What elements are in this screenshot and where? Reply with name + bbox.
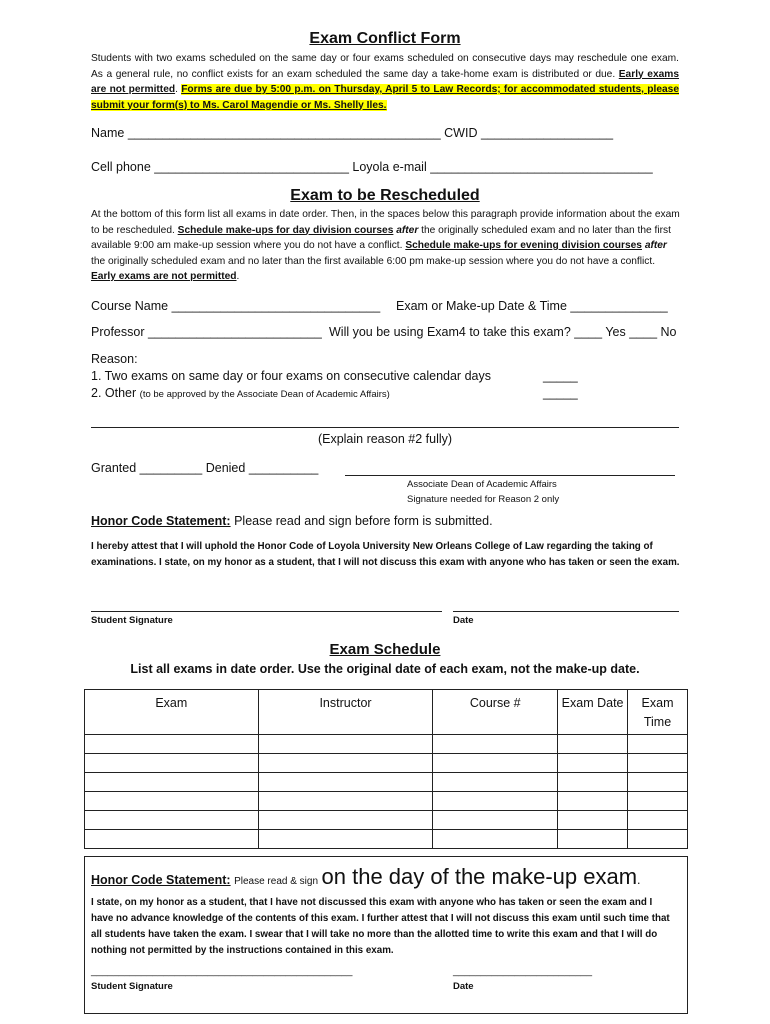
name-field[interactable]: _____________________________________________ [127, 126, 441, 140]
email-field[interactable]: ________________________________ [430, 160, 653, 174]
exam4-yes-field[interactable]: ____ [574, 325, 603, 339]
denied-field[interactable]: __________ [248, 461, 319, 475]
student-signature-label-1: Student Signature [91, 615, 173, 626]
intro-early-notice: Early exams are not permitted [91, 68, 679, 95]
col-instructor: Instructor [258, 690, 433, 735]
reschedule-p2: the originally scheduled exam and no later than the first available 9:00 am make-up session where you do not have a conflict. [91, 224, 671, 251]
cell[interactable] [628, 811, 688, 830]
cell[interactable] [628, 735, 688, 754]
cell[interactable] [628, 792, 688, 811]
cell[interactable] [85, 773, 259, 792]
table-row [85, 735, 688, 754]
cell[interactable] [85, 830, 259, 849]
cwid-label: CWID [444, 126, 478, 140]
reschedule-p1: At the bottom of this form list all exams in date order. Then, in the spaces below this paragraph provide information about the exam to be rescheduled. [91, 209, 680, 236]
reason-1-field[interactable]: _____ [543, 369, 578, 383]
intro-text: Students with two exams scheduled on the same day or four exams scheduled on consecutive days may reschedule one exam. As a general rule, no conflict exists for an exam scheduled the same day a take-home exam is distributed or due. [91, 53, 679, 80]
granted-field[interactable]: _________ [139, 461, 203, 475]
cell[interactable] [433, 830, 558, 849]
cell[interactable] [433, 754, 558, 773]
student-signature-line-1[interactable] [91, 611, 442, 612]
professor-label: Professor [91, 325, 145, 339]
exam4-no-label: No [660, 325, 677, 339]
exam4-yes-label: Yes [605, 325, 626, 339]
dean-caption-2: Signature needed for Reason 2 only [407, 494, 560, 505]
cell[interactable] [433, 811, 558, 830]
col-course-number: Course # [433, 690, 558, 735]
honor-code-2-emphasis: on the day of the make-up exam [321, 864, 638, 889]
honor-code-2-instruction: Please read & sign [234, 876, 319, 887]
table-row [85, 792, 688, 811]
exam-date-row [396, 299, 668, 313]
honor-code-2-heading [91, 864, 641, 890]
cell[interactable] [85, 754, 259, 773]
professor-row [91, 325, 322, 339]
after-1: after [396, 224, 419, 236]
cell[interactable] [433, 792, 558, 811]
cell[interactable] [258, 830, 433, 849]
cell[interactable] [85, 811, 259, 830]
honor-code-1-instruction: Please read and sign before form is submitted. [234, 514, 493, 528]
cell[interactable] [558, 735, 628, 754]
phone-field[interactable]: ____________________________ [154, 160, 349, 174]
table-row [85, 754, 688, 773]
col-exam: Exam [85, 690, 259, 735]
exam-date-field[interactable]: ______________ [570, 299, 668, 313]
exam4-question: Will you be using Exam4 to take this exam? [329, 325, 571, 339]
reason-2-field[interactable]: _____ [543, 386, 578, 400]
schedule-title: Exam Schedule [329, 641, 441, 658]
reschedule-early-notice: Early exams are not permitted [91, 271, 237, 282]
table-row [85, 830, 688, 849]
table-row [85, 773, 688, 792]
explain-line[interactable] [91, 427, 679, 428]
reason-1: 1. Two exams on same day or four exams on consecutive calendar days [91, 369, 491, 383]
cell[interactable] [558, 754, 628, 773]
name-row [91, 126, 613, 140]
cell[interactable] [558, 830, 628, 849]
honor-code-2-label: Honor Code Statement: [91, 873, 231, 887]
granted-denied-row [91, 461, 318, 475]
student-signature-label-2: Student Signature [91, 981, 173, 992]
day-division-rule: Schedule make-ups for day division courses [177, 224, 394, 236]
honor-code-2-text: I state, on my honor as a student, that I have not discussed this exam with anyone who has taken or seen the exam and I have no advance knowledge of the contents of this exam. I further attest that I will not discuss this exam until such time that all students have taken the exam. I swear that I will take no more than the allotted time to write this exam and that I will do nothing not permitted by the instructions contained in this exam. [91, 897, 670, 956]
course-row [91, 299, 380, 313]
cell[interactable] [85, 735, 259, 754]
professor-field[interactable]: _________________________ [147, 325, 322, 339]
cell[interactable] [85, 792, 259, 811]
cell[interactable] [258, 754, 433, 773]
exam-date-label: Exam or Make-up Date & Time [396, 299, 567, 313]
honor-code-2-period: . [637, 873, 641, 887]
honor-code-1-label: Honor Code Statement: [91, 514, 231, 528]
reason-label: Reason: [91, 352, 138, 366]
course-name-field[interactable]: ______________________________ [171, 299, 381, 313]
exam4-row [329, 325, 677, 339]
cwid-field[interactable]: ___________________ [480, 126, 614, 140]
denied-label: Denied [205, 461, 246, 475]
col-exam-time: Exam Time [628, 690, 688, 735]
email-label: Loyola e-mail [352, 160, 427, 174]
cell[interactable] [558, 811, 628, 830]
dean-caption-1: Associate Dean of Academic Affairs [407, 479, 557, 490]
reason-2 [91, 386, 390, 400]
evening-division-rule: Schedule make-ups for evening division courses [405, 240, 642, 251]
after-2: after [644, 240, 667, 251]
honor-code-1-text: I hereby attest that I will uphold the Honor Code of Loyola University New Orleans College of Law regarding the taking of examinations. I state, on my honor as a student, that I will not discuss this exam with anyone who has taken or seen the exam. [91, 541, 680, 568]
phone-label: Cell phone [91, 160, 151, 174]
date-line-1[interactable] [453, 611, 679, 612]
cell[interactable] [433, 773, 558, 792]
cell[interactable] [628, 830, 688, 849]
table-header-row [85, 690, 688, 735]
table-row [85, 811, 688, 830]
explain-caption: (Explain reason #2 fully) [317, 432, 453, 446]
reason-2-label: 2. Other [91, 386, 137, 400]
contact-row [91, 160, 653, 174]
schedule-subtitle: List all exams in date order. Use the original date of each exam, not the make-up date. [130, 662, 640, 676]
reschedule-paragraph: At the bottom of this form list all exams in date order. Then, in the spaces below this paragraph provide information about the exam to be rescheduled. Schedule make-ups for day division courses after the originally scheduled exam and no later than the first available 9:00 am make-up session where you do not have a conflict. Schedule make-ups for evening division courses after the originally scheduled exam and no later than the first available 6:00 pm make-up session where you do not have a conflict. Early exams are not permitted. [91, 209, 680, 282]
intro-paragraph: Students with two exams scheduled on the same day or four exams scheduled on consecutive days may reschedule one exam. As a general rule, no conflict exists for an exam scheduled the same day a take-home exam is distributed or due. Early exams are not permitted. Forms are due by 5:00 p.m. on Thursday, April 5 to Law Records; for accommodated students, please submit your form(s) to Ms. Carol Magendie or Ms. Shelly Iles. [91, 53, 679, 111]
cell[interactable] [558, 792, 628, 811]
dean-signature-line[interactable] [345, 475, 675, 476]
cell[interactable] [258, 735, 433, 754]
student-signature-line-2[interactable]: _______________________________________________ [91, 966, 353, 977]
date-line-2[interactable]: _________________________ [453, 966, 593, 977]
col-exam-date: Exam Date [558, 690, 628, 735]
reschedule-p3: the originally scheduled exam and no later than the first available 6:00 pm make-up session where you do not have a conflict. [91, 255, 656, 267]
cell[interactable] [258, 811, 433, 830]
cell[interactable] [558, 773, 628, 792]
form-title: Exam Conflict Form [309, 30, 461, 47]
cell[interactable] [628, 773, 688, 792]
intro-deadline: Forms are due by 5:00 p.m. on Thursday, April 5 to Law Records; for accommodated students, please submit your form(s) to Ms. Carol Magendie or Ms. Shelly Iles. [91, 84, 679, 111]
reason-2-note: (to be approved by the Associate Dean of Academic Affairs) [139, 389, 390, 400]
cell[interactable] [628, 754, 688, 773]
exam-schedule-table [84, 689, 688, 849]
granted-label: Granted [91, 461, 137, 475]
course-name-label: Course Name [91, 299, 169, 313]
name-label: Name [91, 126, 125, 140]
reschedule-title: Exam to be Rescheduled [290, 187, 480, 204]
exam4-no-field[interactable]: ____ [629, 325, 658, 339]
cell[interactable] [258, 773, 433, 792]
cell[interactable] [258, 792, 433, 811]
honor-code-1-heading [91, 514, 493, 528]
date-label-2: Date [453, 981, 474, 992]
date-label-1: Date [453, 615, 474, 626]
cell[interactable] [433, 735, 558, 754]
